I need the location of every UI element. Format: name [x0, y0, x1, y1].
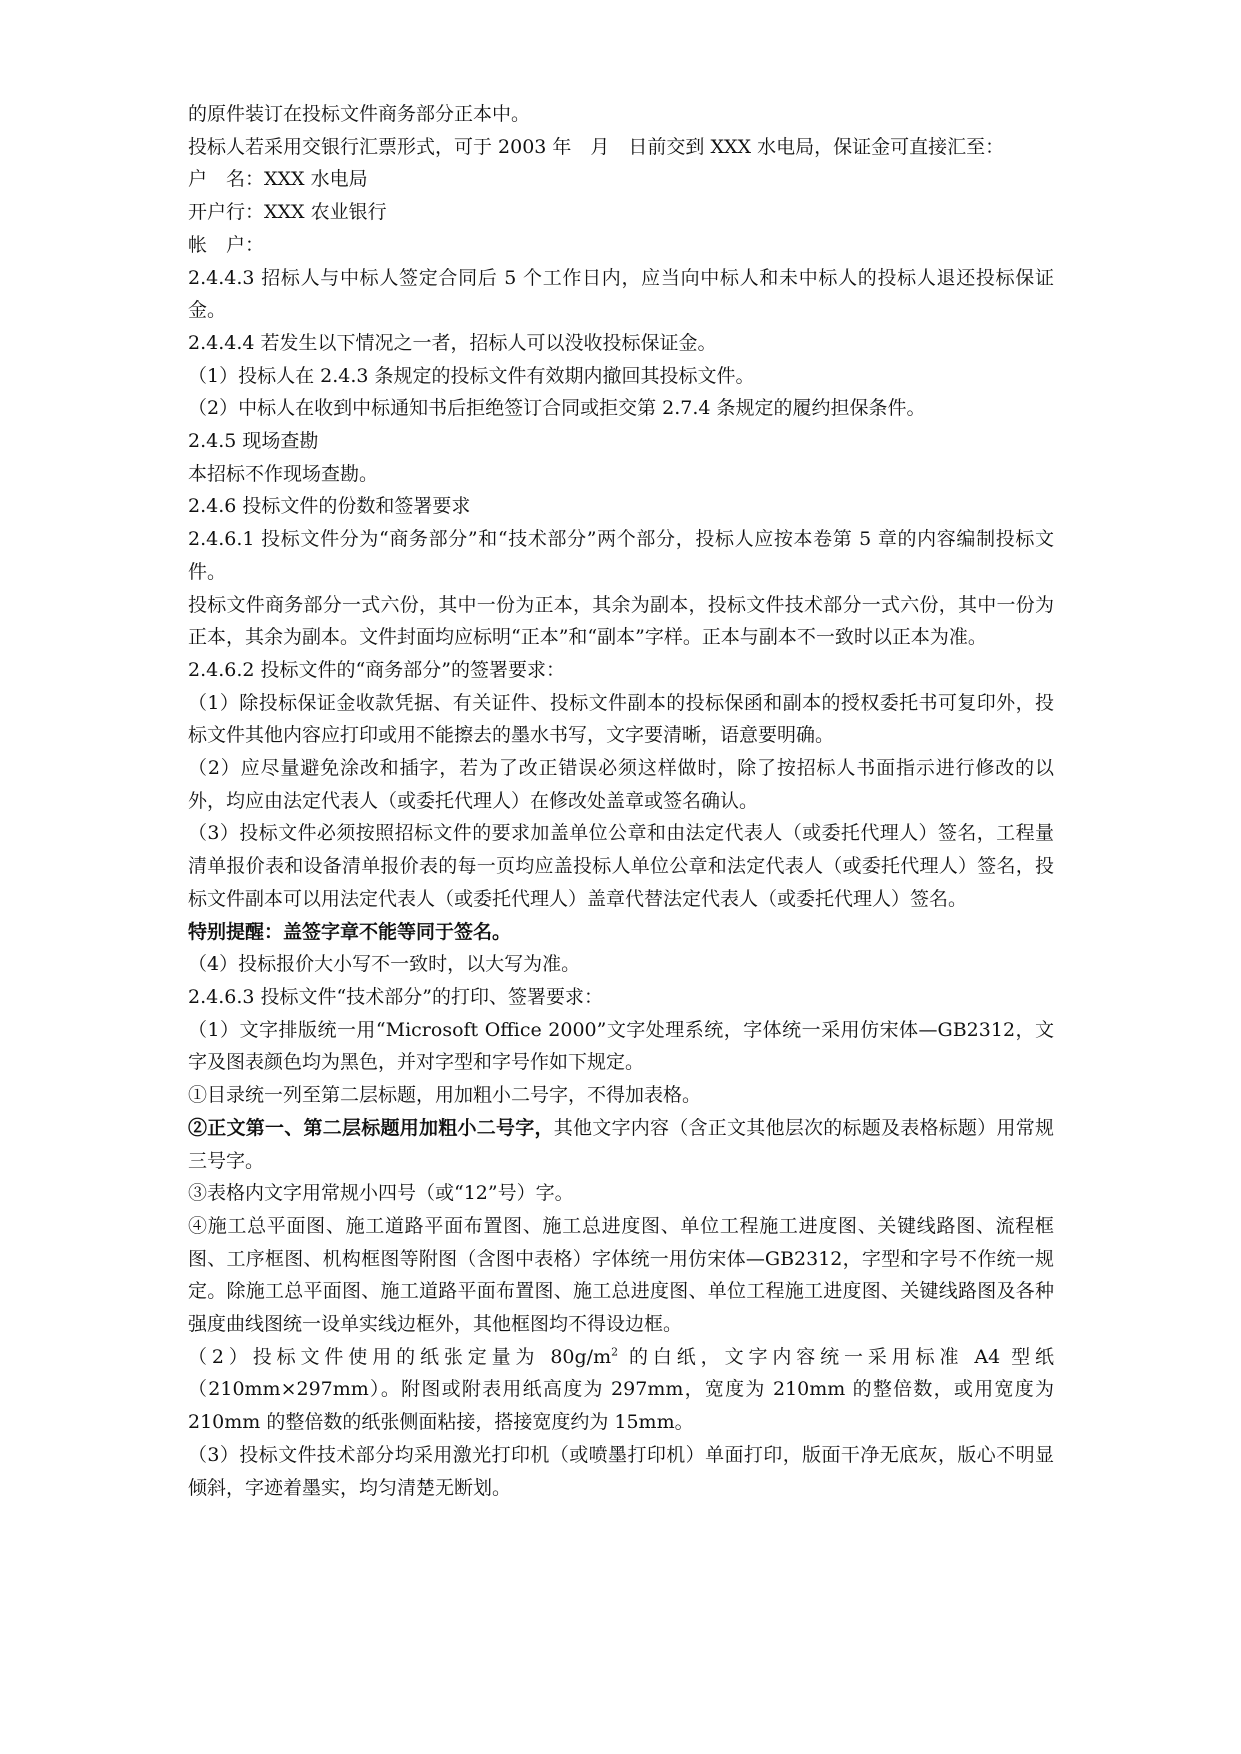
- list-item: （1）除投标保证金收款凭据、有关证件、投标文件副本的投标保函和副本的授权委托书可复印外，投标文件其他内容应打印或用不能擦去的墨水书写，文字要清晰，语意要明确。: [188, 691, 1054, 747]
- list-item: （4）投标报价大小写不一致时，以大写为准。: [188, 953, 581, 976]
- clause-2-4-6-2: 2.4.6.2 投标文件的“商务部分”的签署要求：: [188, 658, 565, 681]
- document-body: [188, 98, 1054, 1504]
- list-item: （3）投标文件技术部分均采用激光打印机（或喷墨打印机）单面打印，版面干净无底灰，版心不明显倾斜，字迹着墨实，均匀清楚无断划。: [188, 1443, 1054, 1499]
- list-item: [188, 1112, 1054, 1177]
- list-item: （3）投标文件必须按照招标文件的要求加盖单位公章和由法定代表人（或委托代理人）签名，工程量清单报价表和设备清单报价表的每一页均应盖投标人单位公章和法定代表人（或委托代理人）签名，投标文件副本可以用法定代表人（或委托代理人）盖章代替法定代表人（或委托代理人）签名。: [188, 822, 1054, 910]
- account-number-line: 帐 户：: [188, 233, 265, 256]
- clause-2-4-4-3: 2.4.4.3 招标人与中标人签定合同后 5 个工作日内，应当向中标人和未中标人的投标人退还投标保证金。: [188, 266, 1054, 322]
- paragraph: 的原件装订在投标文件商务部分正本中。: [188, 103, 531, 125]
- list-item: （1）文字排版统一用“Microsoft Office 2000”文字处理系统，字体统一采用仿宋体—GB2312，文字及图表颜色均为黑色，并对字型和字号作如下规定。: [188, 1018, 1054, 1074]
- list-item: （2）中标人在收到中标通知书后拒绝签订合同或拒交第 2.7.4 条规定的履约担保条件。: [188, 397, 926, 420]
- clause-2-4-6-1: 2.4.6.1 投标文件分为“商务部分”和“技术部分”两个部分，投标人应按本卷第 5 章的内容编制投标文件。: [188, 528, 1054, 583]
- bold-lead-text: ②正文第一、第二层标题用加粗小二号字，: [188, 1116, 554, 1139]
- list-item: ④施工总平面图、施工道路平面布置图、施工总进度图、单位工程施工进度图、关键线路图、流程框图、工序框图、机构框图等附图（含图中表格）字体统一用仿宋体—GB2312，字型和字号不作统一规定。除施工总平面图、施工道路平面布置图、施工总进度图、单位工程施工进度图、关键线路图及各种强度曲线图统一设单实线边框外，其他框图均不得设边框。: [188, 1214, 1054, 1336]
- regular-text: 的白纸，文字内容统一采用标准 A4 型纸（210mm×297mm）。附图或附表用纸高度为 297mm，宽度为 210mm 的整倍数，或用宽度为 210mm 的整倍数的纸张侧面粘接，搭接宽度约为 15mm。: [188, 1345, 1054, 1434]
- section-heading-2-4-6: 2.4.6 投标文件的份数和签署要求: [188, 495, 471, 518]
- paragraph: 投标文件商务部分一式六份，其中一份为正本，其余为副本，投标文件技术部分一式六份，其中一份为正本，其余为副本。文件封面均应标明“正本”和“副本”字样。正本与副本不一致时以正本为准。: [188, 593, 1054, 649]
- list-item: [188, 1341, 1054, 1439]
- special-reminder: 特别提醒：盖签字章不能等同于签名。: [188, 920, 512, 943]
- superscript: 2: [611, 1345, 619, 1359]
- account-name-line: 户 名：XXX 水电局: [188, 168, 368, 191]
- list-item: ③表格内文字用常规小四号（或“12”号）字。: [188, 1182, 574, 1205]
- bank-line: 开户行：XXX 农业银行: [188, 201, 387, 224]
- paragraph: 投标人若采用交银行汇票形式，可于 2003 年 月 日前交到 XXX 水电局，保证金可直接汇至：: [188, 135, 1005, 158]
- paragraph: 本招标不作现场查勘。: [188, 462, 379, 485]
- list-item: （2）应尽量避免涂改和插字，若为了改正错误必须这样做时，除了按招标人书面指示进行修改的以外，均应由法定代表人（或委托代理人）在修改处盖章或签名确认。: [188, 757, 1054, 812]
- clause-2-4-4-4: 2.4.4.4 若发生以下情况之一者，招标人可以没收投标保证金。: [188, 331, 717, 354]
- list-item: ①目录统一列至第二层标题，用加粗小二号字，不得加表格。: [188, 1084, 702, 1107]
- regular-text: （2）投标文件使用的纸张定量为 80g/m: [188, 1345, 612, 1368]
- list-item: （1）投标人在 2.4.3 条规定的投标文件有效期内撤回其投标文件。: [188, 364, 755, 387]
- regular-text: 其他文字内容（含正文其他层次的标题及表格标题）用常规三号字。: [188, 1116, 1054, 1172]
- section-heading-2-4-5: 2.4.5 现场查勘: [188, 430, 319, 453]
- clause-2-4-6-3: 2.4.6.3 投标文件“技术部分”的打印、签署要求：: [188, 985, 603, 1008]
